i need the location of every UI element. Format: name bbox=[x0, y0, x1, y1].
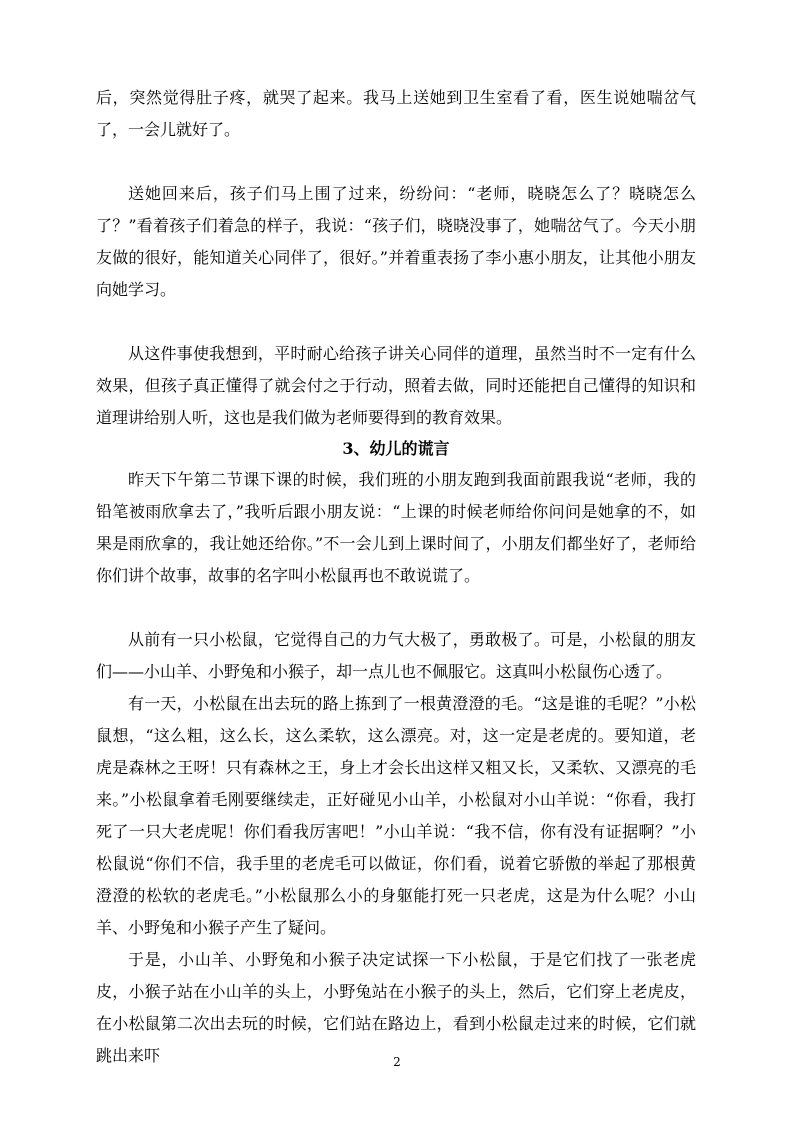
document-body bbox=[96, 82, 696, 1072]
section-heading: 3、幼儿的谎言 bbox=[342, 439, 450, 458]
paragraph: 从这件事使我想到，平时耐心给孩子讲关心同伴的道理，虽然当时不一定有什么效果，但孩子真正懂得了就会付之于行动，照着去做，同时还能把自己懂得的知识和道理讲给别人听，这也是我们做为老师要得到的教育效果。 bbox=[96, 344, 696, 427]
page-number: 2 bbox=[393, 1055, 401, 1069]
paragraph: 有一天，小松鼠在出去玩的路上拣到了一根黄澄澄的毛。“这是谁的毛呢？”小松鼠想，“这么粗，这么长，这么柔软，这么漂亮。对，这一定是老虎的。要知道，老虎是森林之王呀！只有森林之王，身上才会长出这样又粗又长，又柔软、又漂亮的毛来。”小松鼠拿着毛刚要继续走，正好碰见小山羊，小松鼠对小山羊说：“你看，我打死了一只大老虎呢！你们看我厉害吧！”小山羊说：“我不信，你有没有证据啊？”小松鼠说“你们不信，我手里的老虎毛可以做证，你们看，说着它骄傲的举起了那根黄澄澄的松软的老虎毛。”小松鼠那么小的身躯能打死一只老虎，这是为什么呢？小山羊、小野兔和小猴子产生了疑问。 bbox=[96, 694, 696, 937]
paragraph: 于是，小山羊、小野兔和小猴子决定试探一下小松鼠，于是它们找了一张老虎皮，小猴子站在小山羊的头上，小野兔站在小猴子的头上，然后，它们穿上老虎皮，在小松鼠第二次出去玩的时候，它们站在路边上，看到小松鼠走过来的时候，它们就跳出来吓 bbox=[96, 950, 696, 1065]
paragraph: 昨天下午第二节课下课的时候，我们班的小朋友跑到我面前跟我说“老师，我的铅笔被雨欣拿去了，”我听后跟小朋友说：“上课的时候老师给你问问是她拿的不，如果是雨欣拿的，我让她还给你。”不一会儿到上课时间了，小朋友们都坐好了，老师给你们讲个故事，故事的名字叫小松鼠再也不敢说谎了。 bbox=[96, 470, 696, 585]
paragraph: 送她回来后，孩子们马上围了过来，纷纷问：“老师，晓晓怎么了？晓晓怎么了？”看着孩子们着急的样子，我说：“孩子们，晓晓没事了，她喘岔气了。今天小朋友做的很好，能知道关心同伴了，很好。”并着重表扬了李小惠小朋友，让其他小朋友向她学习。 bbox=[96, 184, 696, 299]
paragraph: 从前有一只小松鼠，它觉得自己的力气大极了，勇敢极了。可是，小松鼠的朋友们——小山羊、小野兔和小猴子，却一点儿也不佩服它。这真叫小松鼠伤心透了。 bbox=[96, 630, 696, 681]
paragraph-continuation: 后，突然觉得肚子疼，就哭了起来。我马上送她到卫生室看了看，医生说她喘岔气了，一会儿就好了。 bbox=[96, 88, 696, 139]
